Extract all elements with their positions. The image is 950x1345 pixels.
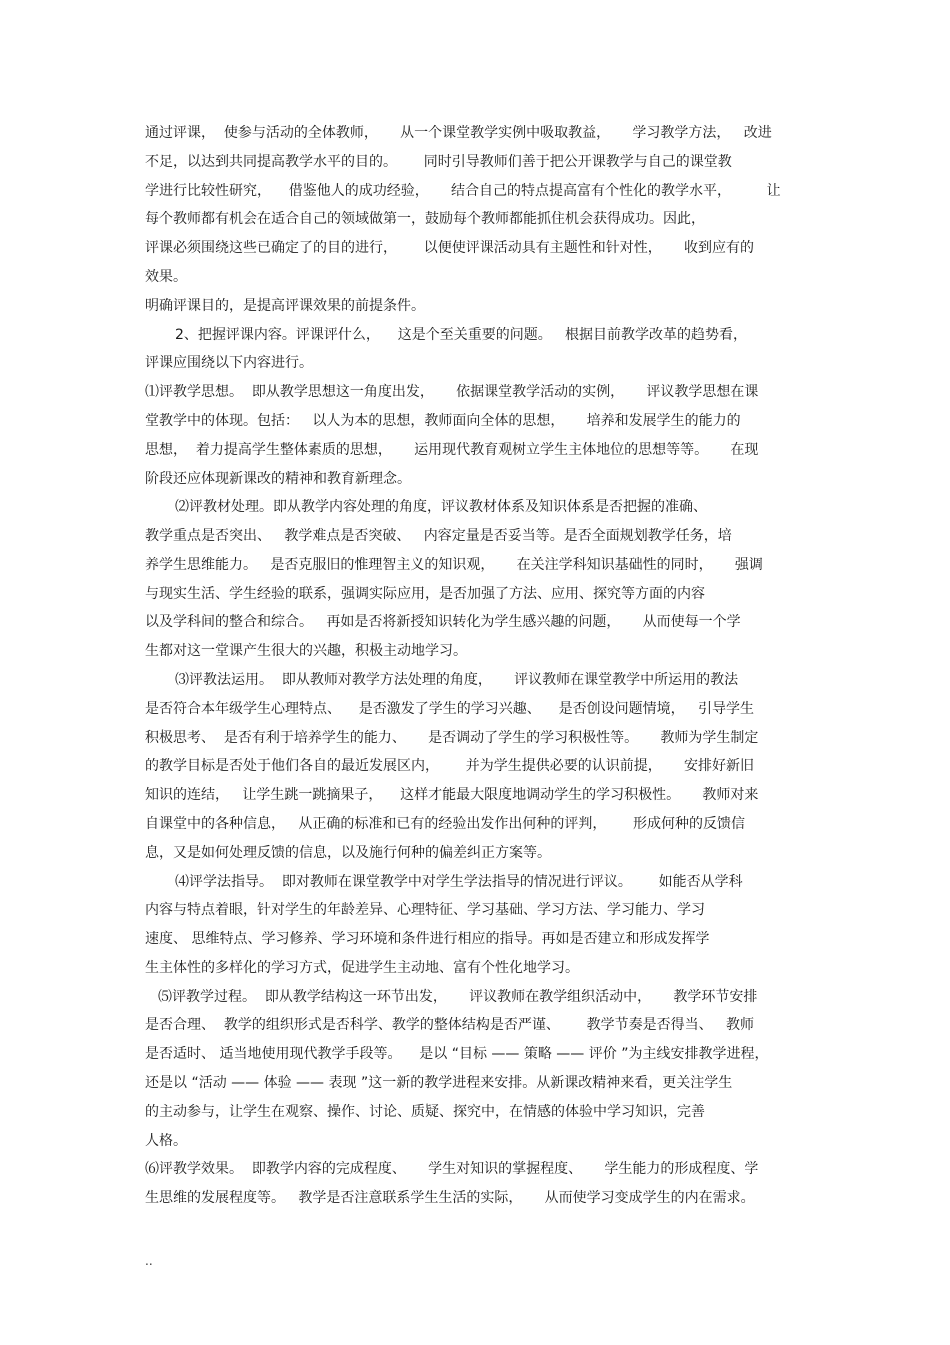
page-footer-marker: ..: [145, 1254, 153, 1268]
text-line: ⑴评教学思想。 即从教学思想这一角度出发， 依据课堂教学活动的实例， 评议教学思想在课: [145, 384, 759, 400]
text-line: 不足，以达到共同提高教学水平的目的。 同时引导教师们善于把公开课教学与自己的课堂教: [145, 154, 732, 170]
text-line: ⑶评教法运用。 即从教师对教学方法处理的角度， 评议教师在课堂教学中所运用的教法: [175, 672, 739, 688]
text-line: 是否合理、 教学的组织形式是否科学、教学的整体结构是否严谨、 教学节奏是否得当、 教师: [145, 1017, 754, 1033]
text-line: 教学重点是否突出、 教学难点是否突破、 内容定量是否妥当等。是否全面规划教学任务，培: [145, 528, 732, 544]
text-line: 生思维的发展程度等。 教学是否注意联系学生生活的实际， 从而使学习变成学生的内在需求。: [145, 1190, 755, 1206]
text-line: 生都对这一堂课产生很大的兴趣，积极主动地学习。: [145, 643, 467, 659]
text-line: 的教学目标是否处于他们各自的最近发展区内， 并为学生提供必要的认识前提， 安排好新旧: [145, 758, 754, 774]
text-line: 还是以 “活动 —— 体验 —— 表现 ”这一新的教学进程来安排。从新课改精神来看，更关注学生: [145, 1075, 733, 1091]
text-line: 阶段还应体现新课改的精神和教育新理念。: [145, 471, 411, 487]
text-line: 积极思考、 是否有利于培养学生的能力、 是否调动了学生的学习积极性等。 教师为学生制定: [145, 730, 759, 746]
text-line: 思想， 着力提高学生整体素质的思想， 运用现代教育观树立学生主体地位的思想等等。 在现: [145, 442, 759, 458]
text-line: 2、把握评课内容。评课评什么， 这是个至关重要的问题。 根据目前教学改革的趋势看，: [175, 327, 748, 343]
text-line: ⑷评学法指导。 即对教师在课堂教学中对学生学法指导的情况进行评议。 如能否从学科: [175, 874, 743, 890]
text-line: 与现实生活、学生经验的联系，强调实际应用，是否加强了方法、应用、探究等方面的内容: [145, 586, 705, 602]
text-line: 生主体性的多样化的学习方式，促进学生主动地、富有个性化地学习。: [145, 960, 579, 976]
text-line: 效果。: [145, 269, 187, 285]
text-line: 通过评课， 使参与活动的全体教师， 从一个课堂教学实例中吸取教益， 学习教学方法， 改进: [145, 125, 772, 141]
text-line: 学进行比较性研究， 借鉴他人的成功经验， 结合自己的特点提高富有个性化的教学水平， 让: [145, 183, 781, 199]
text-line: 以及学科间的整合和综合。 再如是否将新授知识转化为学生感兴趣的问题， 从而使每一个学: [145, 614, 741, 630]
text-line: 知识的连结， 让学生跳一跳摘果子， 这样才能最大限度地调动学生的学习积极性。 教师对来: [145, 787, 759, 803]
text-line: 是否符合本年级学生心理特点、 是否激发了学生的学习兴趣、 是否创设问题情境， 引导学生: [145, 701, 754, 717]
text-line: ⑵评教材处理。即从教学内容处理的角度，评议教材体系及知识体系是否把握的准确、: [175, 499, 707, 515]
text-line: 人格。: [145, 1133, 187, 1149]
text-line: 是否适时、 适当地使用现代教学手段等。 是以 “目标 —— 策略 —— 评价 ”为主线安排教学进程，: [145, 1046, 769, 1062]
text-line: 明确评课目的，是提高评课效果的前提条件。: [145, 298, 425, 314]
text-line: 速度、 思维特点、学习修养、学习环境和条件进行相应的指导。再如是否建立和形成发挥学: [145, 931, 710, 947]
text-line: 的主动参与，让学生在观察、操作、讨论、质疑、探究中，在情感的体验中学习知识，完善: [145, 1104, 705, 1120]
text-line: 养学生思维能力。 是否克服旧的惟理智主义的知识观， 在关注学科知识基础性的同时， 强调: [145, 557, 763, 573]
text-line: 评课必须围绕这些已确定了的目的进行， 以便使评课活动具有主题性和针对性， 收到应有的: [145, 240, 754, 256]
text-line: 每个教师都有机会在适合自己的领域做第一，鼓励每个教师都能抓住机会获得成功。因此，: [145, 211, 705, 227]
text-line: ⑸评教学过程。 即从教学结构这一环节出发， 评议教师在教学组织活动中， 教学环节安排: [158, 989, 758, 1005]
text-line: 息，又是如何处理反馈的信息，以及施行何种的偏差纠正方案等。: [145, 845, 551, 861]
text-line: ⑹评教学效果。 即教学内容的完成程度、 学生对知识的掌握程度、 学生能力的形成程度、学: [145, 1161, 759, 1177]
text-line: 评课应围绕以下内容进行。: [145, 355, 313, 371]
text-line: 内容与特点着眼，针对学生的年龄差异、心理特征、学习基础、学习方法、学习能力、学习: [145, 902, 705, 918]
text-line: 堂教学中的体现。包括： 以人为本的思想，教师面向全体的思想， 培养和发展学生的能力的: [145, 413, 741, 429]
text-line: 自课堂中的各种信息， 从正确的标准和已有的经验出发作出何种的评判， 形成何种的反馈信: [145, 816, 746, 832]
